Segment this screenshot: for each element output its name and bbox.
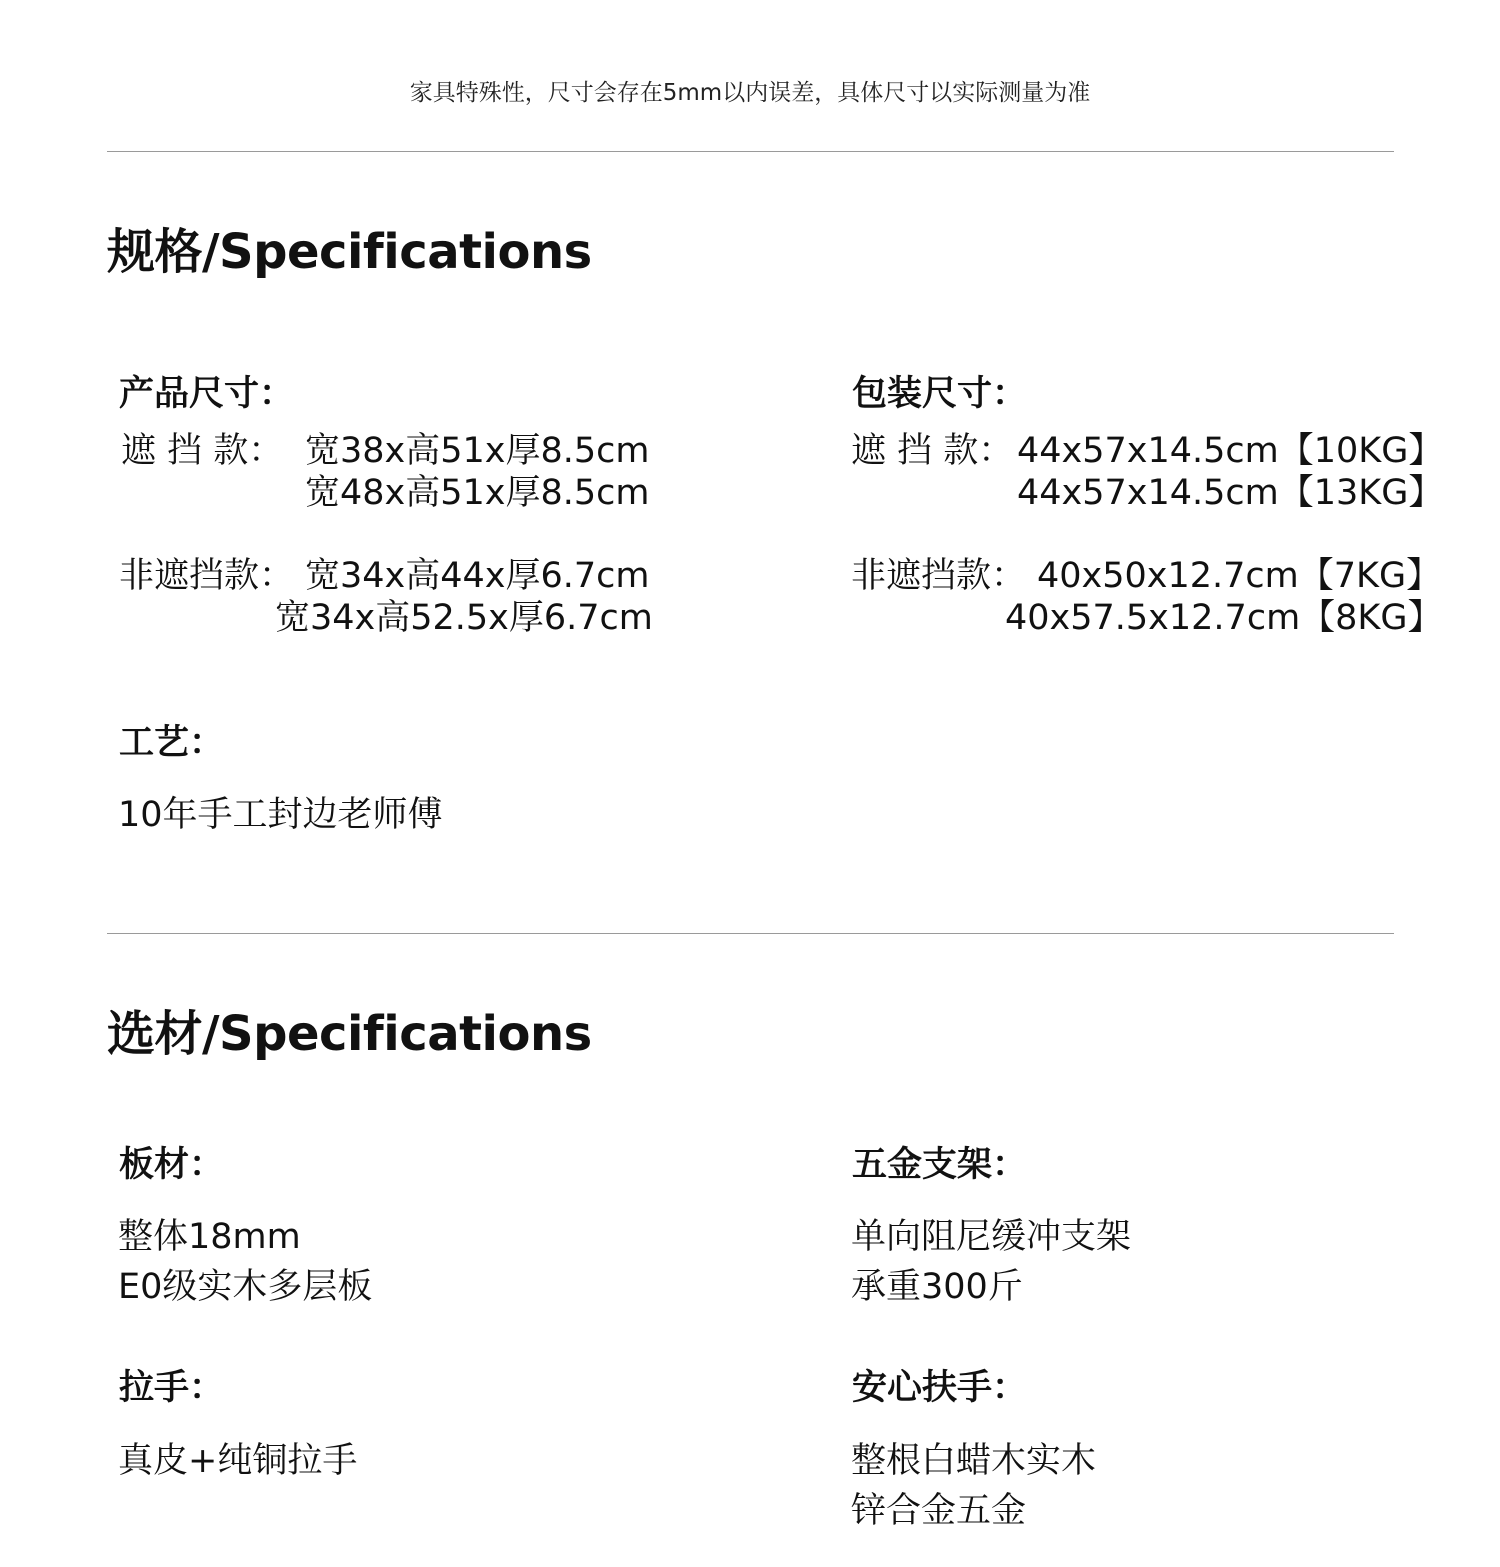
product-size-label: 产品尺寸： [119,374,295,414]
board-label: 板材： [119,1145,225,1185]
board-line-2: E0级实木多层板 [118,1267,373,1307]
product-unshaded-size-2: 宽34x高52.5x厚6.7cm [275,598,653,638]
product-unshaded-name: 非遮挡款： [119,556,295,596]
package-unshaded-size-1: 40x50x12.7cm【7KG】 [1037,556,1442,596]
package-size-label: 包装尺寸： [852,374,1028,414]
handle-line-1: 真皮+纯铜拉手 [118,1441,358,1481]
armrest-line-2: 锌合金五金 [851,1491,1027,1531]
armrest-label: 安心扶手： [852,1368,1028,1408]
divider-top [107,151,1394,152]
divider-middle [107,933,1394,934]
size-tolerance-notice: 家具特殊性，尺寸会存在5mm以内误差，具体尺寸以实际测量为准 [409,80,1091,106]
armrest-line-1: 整根白蜡木实木 [851,1441,1097,1481]
craft-label: 工艺： [119,723,225,763]
product-unshaded-size-1: 宽34x高44x厚6.7cm [305,556,650,596]
product-shaded-size-1: 宽38x高51x厚8.5cm [305,431,650,471]
package-unshaded-size-2: 40x57.5x12.7cm【8KG】 [1005,598,1443,638]
product-shaded-name: 遮 挡 款： [121,431,284,471]
handle-label: 拉手： [119,1368,225,1408]
package-unshaded-name: 非遮挡款： [851,556,1027,596]
section-title-materials: 选材/Specifications [107,1006,592,1062]
hardware-label: 五金支架： [852,1145,1028,1185]
package-shaded-size-2: 44x57x14.5cm【13KG】 [1017,473,1444,513]
craft-value: 10年手工封边老师傅 [118,795,443,835]
board-line-1: 整体18mm [118,1217,301,1257]
hardware-line-2: 承重300斤 [851,1267,1023,1307]
hardware-line-1: 单向阻尼缓冲支架 [851,1217,1132,1257]
section-title-specifications: 规格/Specifications [107,224,592,280]
product-shaded-size-2: 宽48x高51x厚8.5cm [305,473,650,513]
package-shaded-size-1: 44x57x14.5cm【10KG】 [1017,431,1444,471]
package-shaded-name: 遮 挡 款： [851,431,1014,471]
